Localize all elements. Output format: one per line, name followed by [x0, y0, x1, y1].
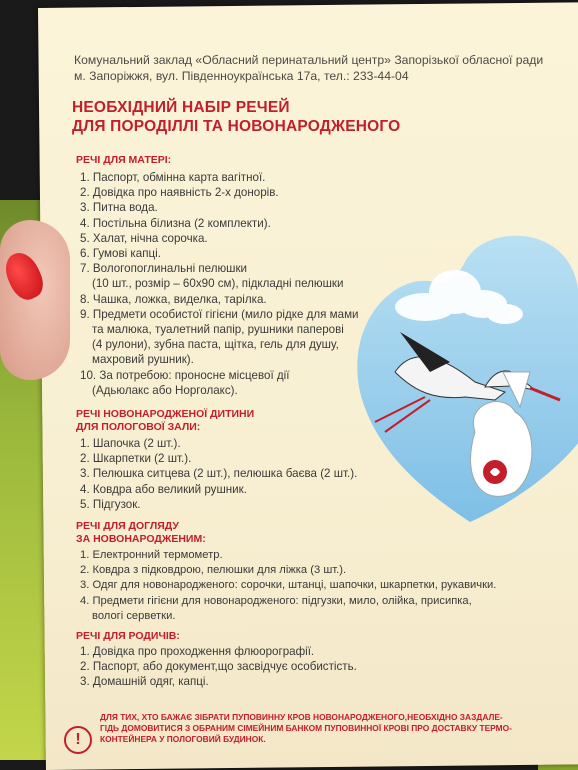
list-item: 10. За потребою: проносне місцевої дії	[80, 368, 290, 382]
cord-blood-note	[100, 712, 540, 745]
header-line-1: Комунальний заклад «Обласний перинатальний центр» Запорізької обласної ради	[74, 53, 544, 67]
list-item: 9. Предмети особистої гігієни (мило рідке для мами	[80, 307, 359, 321]
list-item: 1. Шапочка (2 шт.).	[80, 437, 181, 450]
list-item: 3. Питна вода.	[80, 201, 158, 215]
care-heading-line-1: РЕЧІ ДЛЯ ДОГЛЯДУ	[76, 520, 179, 532]
list-item: (10 шт., розмір – 60х90 см), підкладні пелюшки	[92, 277, 344, 291]
list-item: 1. Довідка про проходження флюорографії.	[80, 645, 315, 658]
list-item: 6. Гумові капці.	[80, 247, 161, 261]
list-item: 4. Предмети гігієни для новонародженого: підгузки, мило, олійка, присипка,	[80, 594, 472, 607]
note-line-2: ГІДЬ ДОМОВИТИСЯ З ОБРАНИМ СІМЕЙНИМ БАНКОМ ПУПОВИННОЇ КРОВІ ПРО ДОСТАВКУ ТЕРМО-	[100, 723, 512, 733]
list-item: 3. Одяг для новонародженого: сорочки, штанці, шапочки, шкарпетки, рукавички.	[80, 579, 497, 592]
list-item: та малюка, туалетний папір, рушники паперові	[92, 323, 344, 337]
mother-list	[80, 170, 359, 398]
list-item: (4 рулони), зубна паста, щітка, гель для душу,	[92, 338, 339, 352]
page-title	[72, 98, 400, 136]
list-item: 2. Ковдра з підковдрою, пелюшки для ліжка (3 шт.).	[80, 564, 347, 577]
list-item: 5. Халат, нічна сорочка.	[80, 231, 208, 245]
note-line-3: КОНТЕЙНЕРА У ПОЛОГОВИЙ БУДИНОК.	[100, 734, 266, 744]
list-item: 1. Електронний термометр.	[80, 549, 223, 561]
note-line-1: ДЛЯ ТИХ, ХТО БАЖАЄ ЗІБРАТИ ПУПОВИННУ КРОВ НОВОНАРОДЖЕНОГО,НЕОБХІДНО ЗАЗДАЛЕ-	[100, 712, 503, 722]
care-heading-line-2: ЗА НОВОНАРОДЖЕНИМ:	[76, 533, 206, 545]
institution-header	[74, 52, 554, 84]
hand	[0, 220, 70, 380]
newborn-heading	[76, 408, 254, 434]
newborn-list	[80, 436, 357, 512]
stork-heart-illustration	[355, 222, 578, 522]
newborn-heading-line-2: ДЛЯ ПОЛОГОВОЇ ЗАЛИ:	[76, 421, 201, 433]
list-item: 8. Чашка, ложка, виделка, тарілка.	[80, 292, 267, 306]
list-item: 3. Пелюшка ситцева (2 шт.), пелюшка баєва (2 шт.).	[80, 467, 358, 481]
exclamation-icon: !	[64, 726, 92, 754]
list-item: 4. Постільна білизна (2 комплекти).	[80, 216, 271, 230]
care-list	[80, 548, 496, 624]
list-item: 2. Шкарпетки (2 шт.).	[80, 452, 192, 466]
title-line-1: НЕОБХІДНИЙ НАБІР РЕЧЕЙ	[72, 99, 290, 116]
header-line-2: м. Запоріжжя, вул. Південноукраїнська 17а, тел.: 233-44-04	[74, 69, 409, 83]
list-item: вологі серветки.	[92, 609, 176, 622]
care-heading	[76, 520, 206, 546]
list-item: (Адьюлакс або Норголакс).	[92, 383, 238, 397]
list-item: 5. Підгузок.	[80, 497, 141, 511]
parents-list	[80, 644, 357, 690]
title-line-2: ДЛЯ ПОРОДІЛЛІ ТА НОВОНАРОДЖЕНОГО	[72, 118, 401, 135]
list-item: 3. Домашній одяг, капці.	[80, 675, 209, 689]
parents-heading: РЕЧІ ДЛЯ РОДИЧІВ:	[76, 630, 180, 642]
newborn-heading-line-1: РЕЧІ НОВОНАРОДЖЕНОЇ ДИТИНИ	[76, 408, 255, 420]
mother-heading: РЕЧІ ДЛЯ МАТЕРІ:	[76, 154, 172, 166]
list-item: 2. Довідка про наявність 2-х донорів.	[80, 186, 279, 200]
list-item: 2. Паспорт, або документ,що засвідчує особистість.	[80, 660, 357, 674]
list-item: махровий рушник).	[92, 353, 194, 367]
list-item: 1. Паспорт, обмінна карта вагітної.	[80, 171, 266, 184]
list-item: 7. Вологопоглинальні пелюшки	[80, 262, 248, 276]
list-item: 4. Ковдра або великий рушник.	[80, 482, 247, 496]
